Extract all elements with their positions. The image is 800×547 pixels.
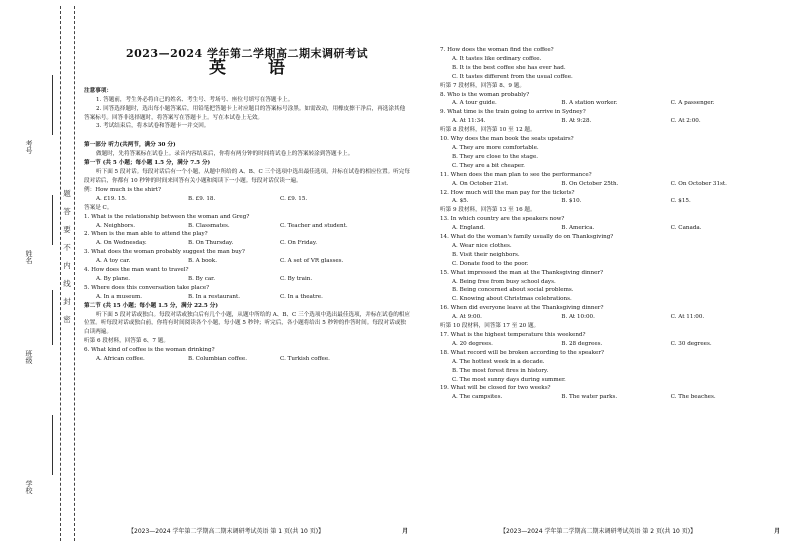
section2-intro: 听下面 5 段对话或独白。每段对话或独白后有几个小题，从题中所给的 A、B、C 三个选项中选出最佳选项，并标在试卷的相应位置。听每段对话或独白前，你将有时间阅读各个小题，每小题 5 秒钟；听完后，各小题将给出 5 秒钟的作答时间。每段对话或独白读两遍。 [84,311,410,336]
part1-heading: 第一部分 听力(共两节，满分 30 分) [84,142,176,149]
question-7: 7. How does the woman find the coffee? [440,47,554,53]
footer-right-text: 【2023—2024 学年第二学期高二期末调研考试英语 第 2 页(共 10 页)】 [500,528,697,535]
question-10: 10. Why does the man book the seats upstairs? [440,136,574,143]
options-12: A. $5. B. $10. C. $15. [452,198,691,205]
material-6: 听第 6 段材料，回答第 6、7 题。 [84,338,169,345]
left-column [84,0,410,364]
option: C. The most sunny days during summer. [452,376,566,383]
option: C. Donate food to the poor. [452,260,529,267]
options-2: A. On Wednesday. B. On Thursday. C. On Friday. [96,240,318,247]
question-1: 1. What is the relationship between the woman and Greg? [84,213,250,220]
section2-heading: 第二节 (共 15 小题；每小题 1.5 分，满分 22.5 分) [84,302,218,309]
cut-line-outer [74,6,75,541]
fill-line-class [52,290,53,345]
footer-mark: 月 [774,528,781,535]
question-9: 9. What time is the train going to arrive in Sydney? [440,109,586,116]
question-16: 16. When did everyone leave at the Thanksgiving dinner? [440,305,604,312]
footer-mark: 月 [402,528,409,535]
footer-left [128,526,408,535]
notes-title: 注意事项： [84,87,112,94]
option: C. They are a bit cheaper. [452,162,525,169]
question-17: 17. What is the highest temperature this weekend? [440,332,586,338]
fill-line-school [52,415,53,475]
option: B. It is the best coffee she has ever had. [452,64,566,71]
options-8: A. A tour guide. B. A station worker. C. A passenger. [452,100,715,107]
options-17: A. 20 degrees. B. 28 degrees. C. 30 degrees. [452,340,712,347]
part1-intro: 做题时，先将答案标在试卷上。录音内容结束后，你将有两分钟的时间将试卷上的答案转涂到答题卡上。 [96,151,354,158]
binding-strip [0,0,82,547]
footer-left-text: 【2023—2024 学年第二学期高二期末调研考试英语 第 1 页(共 10 页)】 [128,528,325,535]
material-9: 听第 9 段材料，回答第 13 至 16 题。 [440,207,536,214]
options-6: A. African coffee. B. Columbian coffee. C. Turkish coffee. [96,356,330,363]
material-10: 听第 10 段材料，回答第 17 至 20 题。 [440,323,540,330]
options-1: A. Neighbors. B. Classmates. C. Teacher and student. [96,222,348,229]
section1-heading: 第一节 (共 5 小题；每小题 1.5 分，满分 7.5 分) [84,160,211,167]
options-3: A. A toy car. B. A book. C. A set of VR glasses. [96,258,344,265]
label-name: 姓名 [25,250,33,264]
question-19: 19. What will be closed for two weeks? [440,385,551,392]
option: C. Knowing about Christmas celebrations. [452,296,572,303]
example-options: A. £19. 15. B. £9. 18. C. £9. 15. [96,195,308,202]
options-11: A. On October 21st. B. On October 25th. C. On October 31st. [452,180,727,187]
option: B. Being concerned about social problems. [452,287,574,294]
label-exam-id: 考号 [25,140,33,154]
seal-line-warning: 题 答 要 不 内 线 封 密 [63,189,71,324]
question-11: 11. When does the man plan to see the performance? [440,171,592,178]
question-18: 18. What record will be broken according to the speaker? [440,349,604,356]
question-4: 4. How does the man want to travel? [84,267,189,274]
options-19: A. The campsites. B. The water parks. C. The beaches. [452,394,716,401]
question-13: 13. In which country are the speakers now? [440,216,565,223]
question-14: 14. What do the woman's family usually do on Thanksgiving? [440,234,614,241]
option: B. The most forest fires in history. [452,367,549,374]
option: B. They are close to the stage. [452,153,539,160]
options-5: A. In a museum. B. In a restaurant. C. In a theatre. [96,293,323,300]
question-6: 6. What kind of coffee is the woman drinking? [84,347,215,354]
right-column [440,46,780,402]
label-school: 学校 [25,480,33,494]
material-7: 听第 7 段材料，回答第 8、9 题。 [440,82,525,89]
option: A. Being free from busy school days. [452,278,556,285]
option: A. The hottest week in a decade. [452,358,545,365]
subject-title: 英 语 [209,57,303,78]
note-item: 1. 答题前，考生务必将自己的姓名、考生号、考场号、座位号填写在答题卡上。 [96,96,294,103]
example-question: 例：How much is the shirt? [84,186,161,193]
options-16: A. At 9:00. B. At 10:00. C. At 11:00. [452,314,705,321]
options-13: A. England. B. America. C. Canada. [452,225,702,232]
options-9: A. At 11:34. B. At 9:28. C. At 2:00. [452,118,701,125]
section1-intro: 听下面 5 段对话。每段对话后有一个小题，从题中所给的 A、B、C 三个选项中选出最佳选项，并标在试卷的相应位置。听完每段对话后，你都有 10 秒钟的时间来回答有关小题和阅读下一小题。每段对话仅读一遍。 [84,169,410,184]
question-12: 12. How much will the man pay for the tickets? [440,189,575,196]
question-8: 8. Who is the woman probably? [440,91,530,98]
question-15: 15. What impressed the man at the Thanksgiving dinner? [440,269,604,276]
options-4: A. By plane. B. By car. C. By train. [96,275,313,282]
question-5: 5. Where does this conversation take place? [84,284,210,291]
note-item: 2. 回答选择题时，选出每小题答案后，用铅笔把答题卡上对应题目的答案标号涂黑。如需改动，用橡皮擦干净后，再选涂其他答案标号。回答非选择题时，将答案写在答题卡上。写在本试卷上无效。 [84,105,406,121]
footer-right [500,526,780,535]
exam-title: 2023—2024 学年第二学期高二期末调研考试 [125,47,369,60]
example-answer: 答案是 C。 [84,204,113,211]
material-8: 听第 8 段材料，回答第 10 至 12 题。 [440,127,536,134]
fill-line-name [52,195,53,245]
question-2: 2. When is the man able to attend the play? [84,231,208,238]
option: A. They are more comfortable. [452,144,539,151]
question-3: 3. What does the woman probably suggest the man buy? [84,249,245,256]
option: A. Wear nice clothes. [452,242,512,249]
label-class: 班级 [25,350,33,364]
note-item: 3. 考试结束后，将本试卷和答题卡一并交回。 [96,123,210,130]
fill-line-exam-id [52,75,53,135]
option: B. Visit their neighbors. [452,251,520,258]
option: A. It tastes like ordinary coffee. [452,55,542,62]
option: C. It tastes different from the usual coffee. [452,73,573,80]
